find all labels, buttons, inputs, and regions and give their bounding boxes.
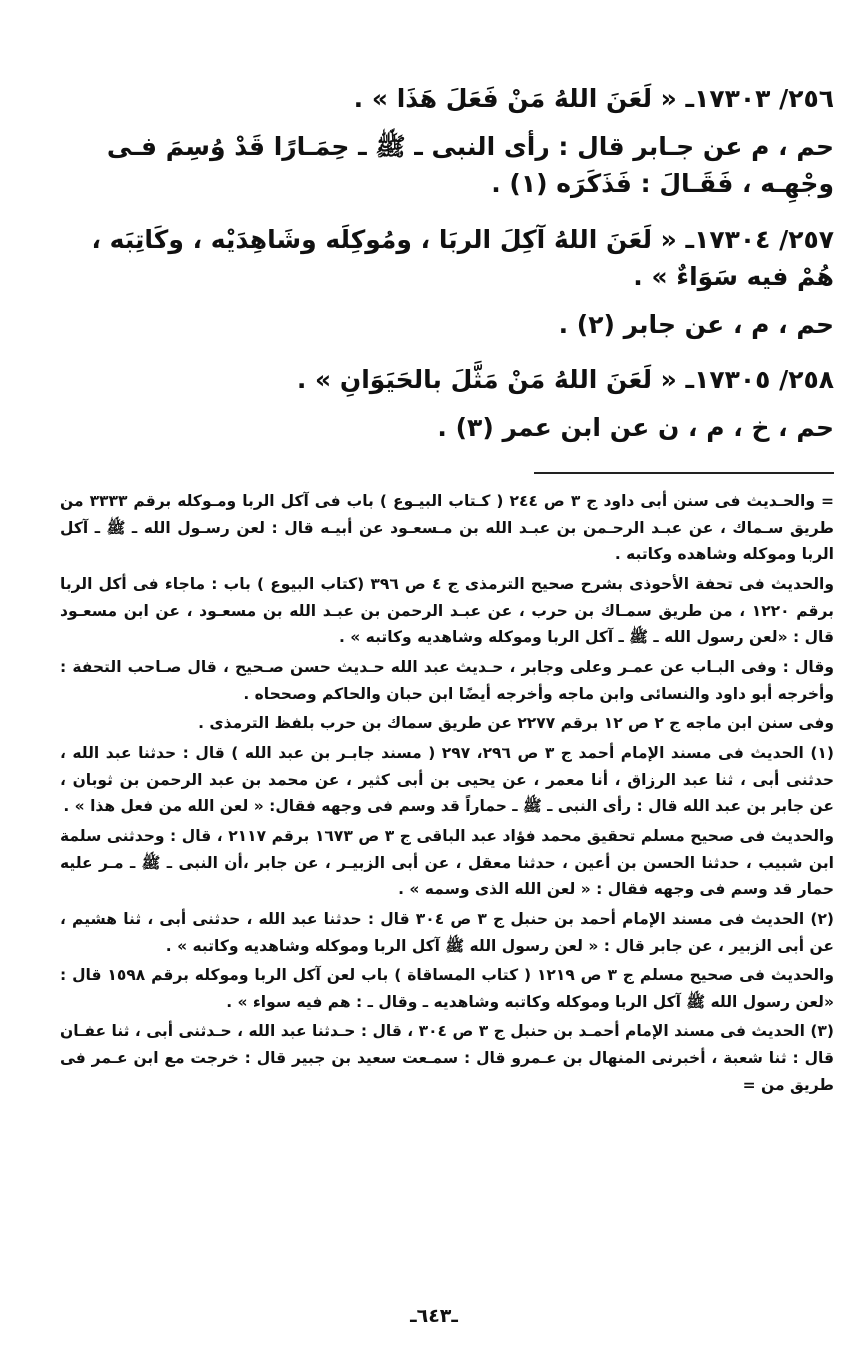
hadith-256-source: حم ، م عن جـابر قال : رأى النبى ـ ﷺ ـ حِمَـارًا قَدْ وُسِمَ فـى وجْهِـه ، فَقَـالَ : فَذَكَرَه (١) . <box>106 131 834 198</box>
footnote-paragraph: وقال : وفى البـاب عن عمـر وعلى وجابر ، حـديث عبد الله حـديث حسن صـحيح ، قال صـاحب التحفة : وأخرجه أبو داود والنسائى وابن ماجه وأخرجه أيضًا ابن حبان والحاكم وصححاه . <box>60 657 834 703</box>
footnotes <box>60 488 834 1098</box>
footnote-continuation: = والحـديث فى سنن أبى داود ج ٣ ص ٢٤٤ ( كـتاب البيـوع ) باب فى آكل الربا ومـوكله برقم ٣٣٣٣ من طريق سـماك ، عن عبـد الرحـمن بن عبـد الله بن مـسعـود عن أبيـه قال : لعن رسـول الله ـ ﷺ ـ آكل الربا وموكله وشاهده وكاتبه . <box>60 492 834 564</box>
hadith-257-source: حم ، م ، عن جابر (٢) . <box>558 309 834 339</box>
footnote-1-continued: والحديث فى صحيح مسلم تحقيق محمد فؤاد عبد الباقى ج ٣ ص ١٦٧٣ برقم ٢١١٧ ، قال : وحدثنى سلمة ابن شبيب ، حدثنا الحسن بن أعين ، حدثنا معقل ، عن أبى الزبيـر ، عن جابر ،أن النبى ـ ﷺ ـ مـر عليه حمار قد وسم فى وجهه فقال : « لعن الله الذى وسمه » . <box>60 826 834 899</box>
hadith-257-text: ٢٥٧/ ١٧٣٠٤ـ « لَعَنَ اللهُ آكِلَ الربَا ، ومُوكِلَه وشَاهِدَيْه ، وكَاتِبَه ، هُمْ فيه سَوَاءٌ » . <box>91 224 834 291</box>
book-page <box>60 80 834 1327</box>
footnote-paragraph: والحديث فى تحفة الأحوذى بشرح صحيح الترمذى ج ٤ ص ٣٩٦ (كتاب البيوع ) باب : ماجاء فى أكل الربا برقم ١٢٢٠ ، من طريق سمـاك بن حرب ، عن عبـد الرحمن بن عبـد الله بن مسعـود ، عن ابن مسعـود قال : «لعن رسول الله ـ ﷺ ـ آكل الربا وموكله وشاهديه وكاتبه » . <box>60 574 834 647</box>
footnote-paragraph: وفى سنن ابن ماجه ج ٢ ص ١٢ برقم ٢٢٧٧ عن طريق سماك بن حرب بلفظ الترمذى . <box>198 714 834 733</box>
footnote-2-continued: والحديث فى صحيح مسلم ج ٣ ص ١٢١٩ ( كتاب المساقاة ) باب لعن آكل الربا وموكله برقم ١٥٩٨ قال : «لعن رسول الله ﷺ آكل الربا وموكله وكاتبه وشاهديه ـ وقال ـ : هم فيه سواء » . <box>60 966 834 1011</box>
hadith-258-text: ٢٥٨/ ١٧٣٠٥ـ « لَعَنَ اللهُ مَنْ مَثَّلَ بالحَيَوَانِ » . <box>296 365 834 394</box>
footnote-1: (١) الحديث فى مسند الإمام أحمد ج ٣ ص ٢٩٦، ٢٩٧ ( مسند جابـر بن عبد الله ) قال : حدثنا عبد الله ، حدثنى أبى ، ثنا عبد الرزاق ، أنا معمر ، عن يحيى بن أبى كثير ، عن محمد بن عبد الرحمن بن ثوبان ، عن جابر بن عبد الله قال : رأى النبى ـ ﷺ ـ حماراً قد وسم فى وجهه فقال: « لعن الله من فعل هذا » . <box>60 743 834 816</box>
footnote-separator <box>534 472 834 474</box>
footnote-2: (٢) الحديث فى مسند الإمام أحمد بن حنبل ج ٣ ص ٣٠٤ قال : حدثنا عبد الله ، حدثنى أبى ، ثنا هشيم ، عن أبى الزبير ، عن جابر قال : « لعن رسول الله ﷺ آكل الربا وموكله وشاهديه وكاتبه » . <box>60 909 834 955</box>
hadith-258-source: حم ، خ ، م ، ن عن ابن عمر (٣) . <box>437 412 834 442</box>
main-text <box>60 80 834 446</box>
footnote-3: (٣) الحديث فى مسند الإمام أحمـد بن حنبل ج ٣ ص ٣٠٤ ، قال : حـدثنا عبد الله ، حـدثنى أبى ، ثنا عفـان قال : ثنا شعبة ، أخبرنى المنهال بن عـمرو قال : سمـعت سعيد بن جبير قال : خرجت مع ابن عـمر فى طريق من = <box>60 1022 834 1094</box>
page-number: ـ٦٤٣ـ <box>410 1305 458 1327</box>
hadith-256-text: ٢٥٦/ ١٧٣٠٣ـ « لَعَنَ اللهُ مَنْ فَعَلَ هَذَا » . <box>353 84 834 113</box>
